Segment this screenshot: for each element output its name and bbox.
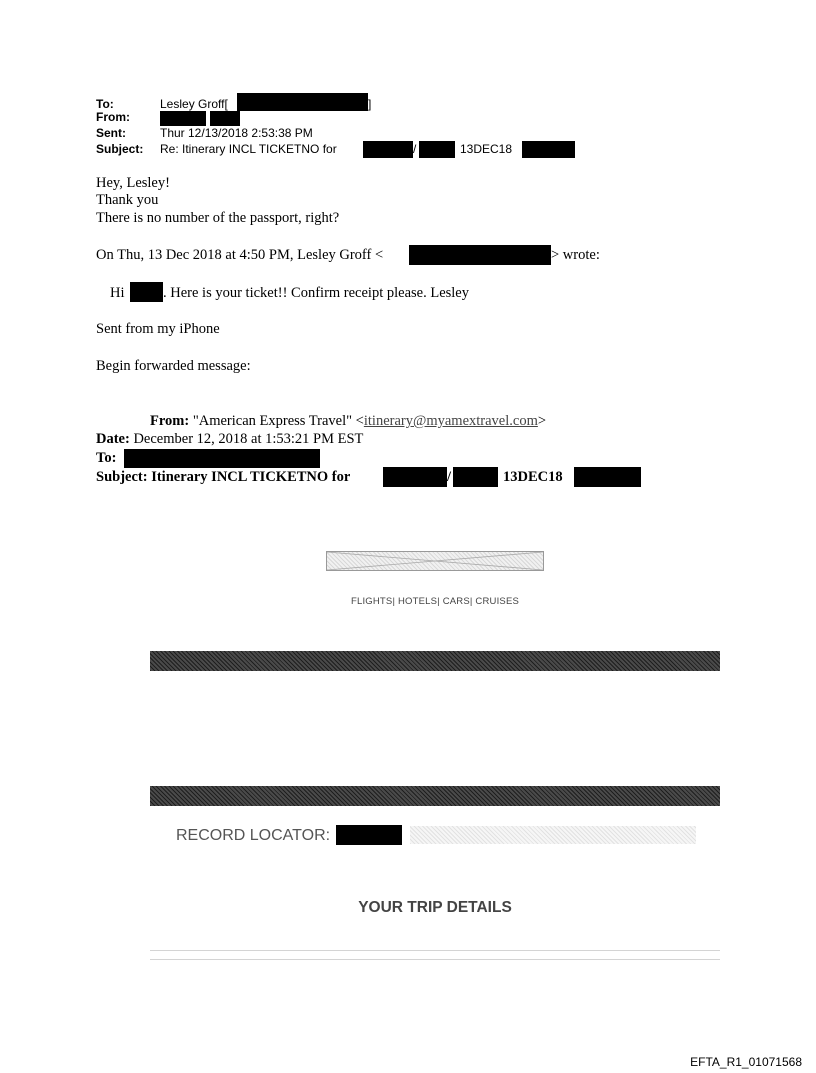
quote-intro: On Thu, 13 Dec 2018 at 4:50 PM, Lesley Groff < [96, 247, 384, 263]
to-label: To: [96, 97, 114, 111]
fwd-subject-value: Itinerary INCL TICKETNO for [147, 469, 351, 485]
redaction-block [409, 245, 551, 265]
sent-from-line: Sent from my iPhone [96, 321, 220, 337]
subject-label: Subject: [96, 142, 144, 156]
fwd-date-line [96, 431, 363, 448]
fwd-subject-label: Subject: [96, 469, 148, 485]
ticket-message: . Here is your ticket!! Confirm receipt please. Lesley [163, 285, 469, 301]
divider [150, 959, 720, 960]
fwd-subject-line [96, 469, 350, 486]
redaction-block [363, 141, 413, 158]
redaction-block [124, 449, 320, 468]
fwd-date-label: Date: [96, 431, 130, 447]
fwd-from-line [150, 413, 546, 430]
fwd-subject-slash: / [447, 469, 452, 485]
redaction-block [574, 467, 641, 487]
subject-prefix: Re: Itinerary INCL TICKETNO for [160, 142, 337, 156]
image-missing-icon [327, 552, 543, 570]
record-locator-bar [410, 826, 696, 844]
redaction-block [237, 93, 368, 111]
trip-details-heading: YOUR TRIP DETAILS [358, 899, 512, 916]
fwd-date-value: December 12, 2018 at 1:53:21 PM EST [129, 431, 364, 447]
redaction-block [336, 825, 402, 845]
redaction-block [453, 467, 498, 487]
fwd-from-close: > [537, 413, 547, 429]
fwd-from-name: "American Express Travel" < [189, 413, 364, 429]
redaction-block [130, 282, 163, 302]
begin-forwarded-line: Begin forwarded message: [96, 358, 251, 374]
redaction-block [210, 111, 240, 126]
sent-label: Sent: [96, 126, 126, 140]
header-banner [150, 651, 720, 671]
redaction-block [160, 111, 206, 126]
fwd-from-email-link[interactable]: itinerary@myamextravel.com [363, 413, 538, 429]
travel-nav-links[interactable]: FLIGHTS| HOTELS| CARS| CRUISES [350, 596, 520, 607]
from-label: From: [96, 110, 130, 124]
fwd-from-label: From: [150, 413, 190, 429]
thanks-line: Thank you [96, 192, 159, 208]
sent-value: Thur 12/13/2018 2:53:38 PM [160, 126, 313, 140]
fwd-to-line [96, 450, 116, 467]
section-banner [150, 786, 720, 806]
redaction-block [419, 141, 455, 158]
question-line: There is no number of the passport, right? [96, 210, 340, 226]
quote-wrote: > wrote: [551, 247, 600, 263]
hi-word: Hi [110, 285, 125, 301]
greeting-line: Hey, Lesley! [96, 175, 170, 191]
to-close-bracket: ] [368, 97, 372, 111]
broken-image-placeholder [326, 551, 544, 571]
subject-date: 13DEC18 [460, 142, 513, 156]
record-locator-label: RECORD LOCATOR: [176, 827, 331, 844]
document-id: EFTA_R1_01071568 [690, 1055, 802, 1069]
fwd-to-label: To: [96, 450, 117, 466]
divider [150, 950, 720, 951]
redaction-block [383, 467, 447, 487]
to-value: Lesley Groff[ [160, 97, 228, 111]
fwd-subject-date: 13DEC18 [503, 469, 563, 485]
redaction-block [522, 141, 575, 158]
subject-slash: / [413, 142, 417, 156]
